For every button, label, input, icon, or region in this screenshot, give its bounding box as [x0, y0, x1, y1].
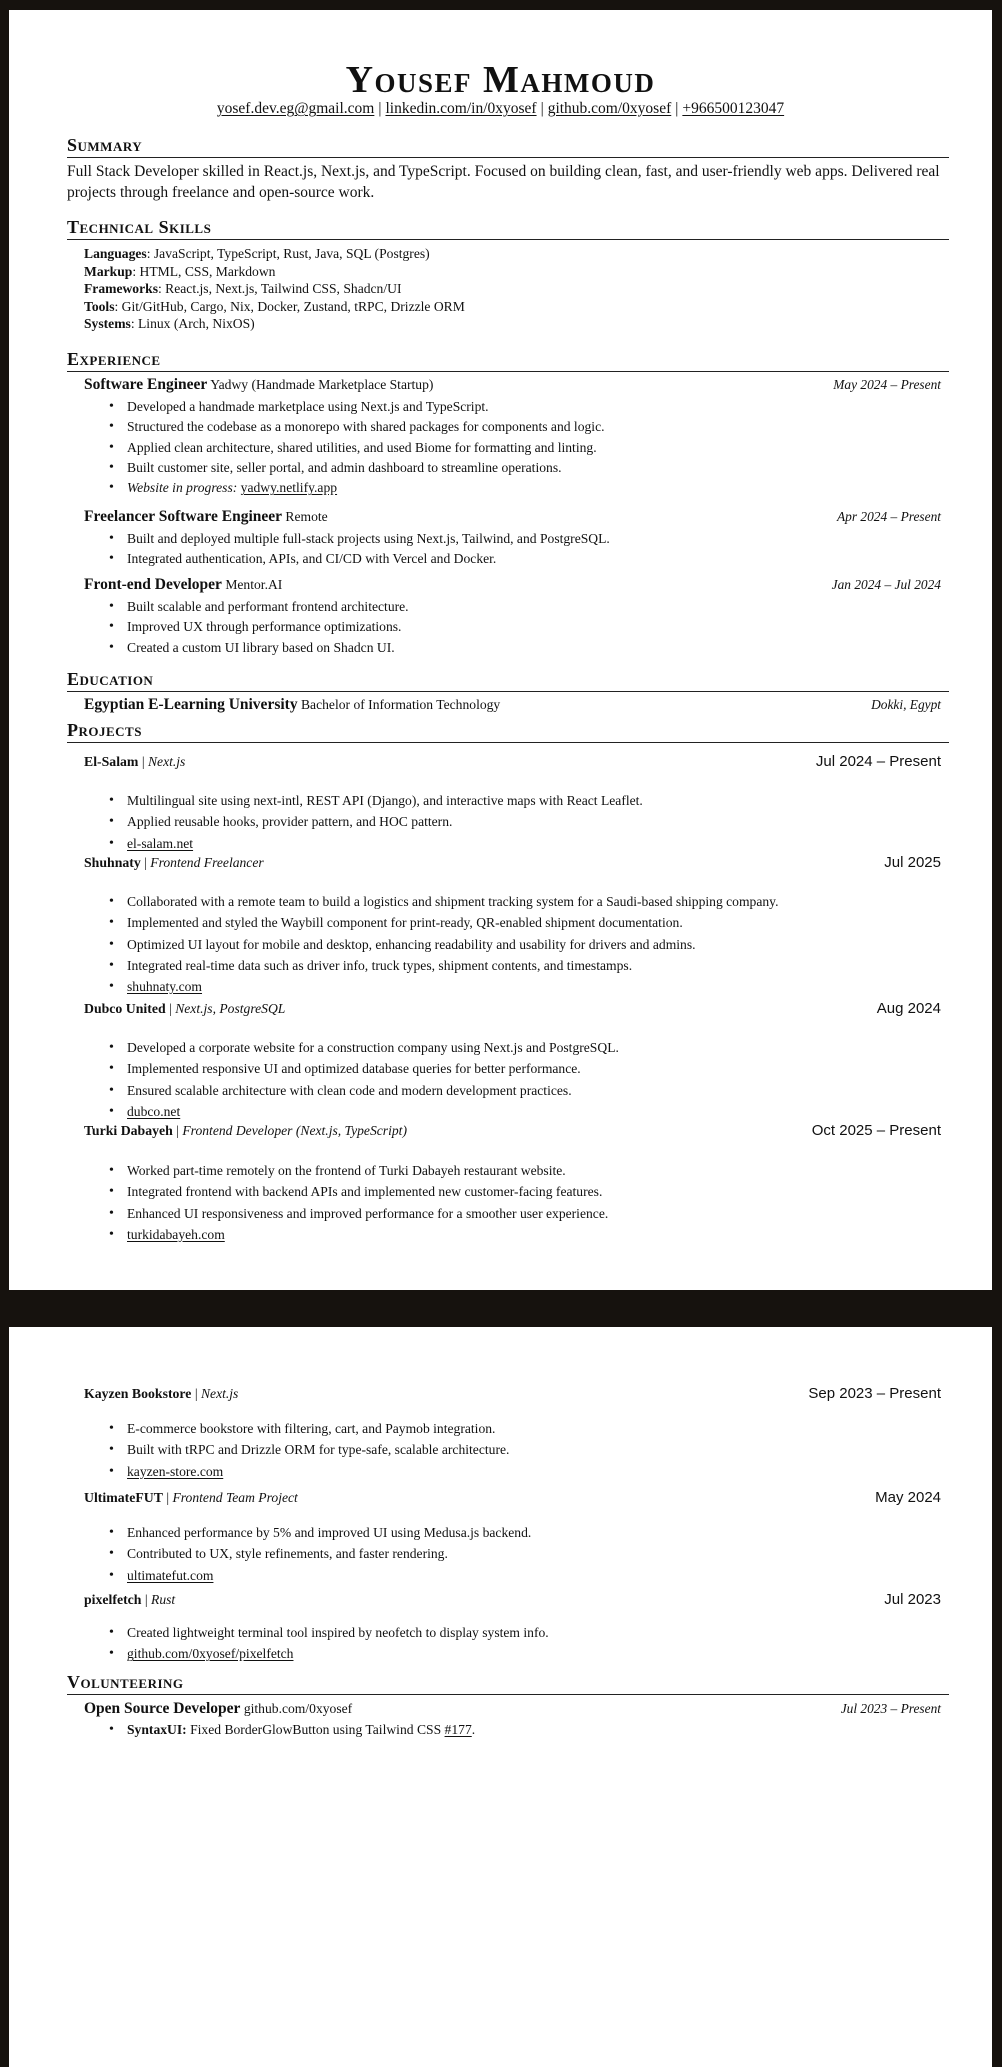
project-link[interactable]: ultimatefut.com	[127, 1567, 214, 1583]
progress-label: Website in progress:	[127, 480, 238, 496]
list-item: • Built customer site, seller portal, and admin dashboard to streamline operations.	[109, 458, 949, 478]
contact-line	[9, 100, 992, 118]
list-item	[109, 1643, 949, 1664]
section-title-volunteering: Volunteering	[67, 1673, 949, 1695]
list-item: • Enhanced performance by 5% and improved UI using Medusa.js backend.	[109, 1522, 949, 1543]
list-item: • Implemented responsive UI and optimized database queries for better performance.	[109, 1058, 949, 1079]
project-name: Turki Dabayeh	[84, 1123, 173, 1138]
project-name: pixelfetch	[84, 1592, 142, 1607]
project-tech: Frontend Freelancer	[150, 855, 264, 870]
skill-value: : Git/GitHub, Cargo, Nix, Docker, Zustand, tRPC, Drizzle ORM	[114, 298, 465, 314]
skill-row	[84, 263, 934, 281]
project-header: pixelfetch | Rust Jul 2023	[84, 1591, 941, 1608]
list-item: • Created a custom UI library based on Shadcn UI.	[109, 638, 949, 658]
skill-label: Systems	[84, 316, 131, 331]
school-name: Egyptian E-Learning University	[84, 696, 298, 713]
list-item: • Optimized UI layout for mobile and desktop, enhancing readability and usability for drivers and admins.	[109, 934, 949, 955]
section-title-experience: Experience	[67, 350, 949, 372]
list-item: • Integrated authentication, APIs, and CI/CD with Vercel and Docker.	[109, 549, 949, 569]
project-header: Dubco United | Next.js, PostgreSQL Aug 2024	[84, 1000, 941, 1017]
job-header	[84, 576, 941, 594]
project-name: Dubco United	[84, 1001, 166, 1016]
project-header: Kayzen Bookstore | Next.js Sep 2023 – Present	[84, 1385, 941, 1402]
skill-label: Tools	[84, 298, 115, 314]
list-item	[109, 1101, 949, 1122]
phone-link[interactable]: +966500123047	[682, 100, 785, 117]
project-tech: Next.js, PostgreSQL	[175, 1001, 286, 1016]
email-link[interactable]: yosef.dev.eg@gmail.com	[216, 100, 375, 117]
list-item	[109, 1224, 949, 1245]
summary-text: Full Stack Developer skilled in React.js, Next.js, and TypeScript. Focused on building clean, fast, and user-friendly web apps. Delivered real projects through freelance and open-source work.	[67, 163, 940, 201]
list-item: • Ensured scalable architecture with clean code and modern development practices.	[109, 1080, 949, 1101]
degree: Bachelor of Information Technology	[300, 697, 501, 712]
skill-label: Languages	[84, 246, 147, 261]
list-item: • Implemented and styled the Waybill component for print-ready, QR-enabled shipment documentation.	[109, 912, 949, 933]
project-date: Jul 2023	[884, 1591, 941, 1608]
github-link[interactable]: github.com/0xyosef	[547, 100, 672, 117]
project-bullets	[109, 1418, 949, 1482]
list-item	[109, 478, 949, 498]
project-header: Turki Dabayeh | Frontend Developer (Next.js, TypeScript) Oct 2025 – Present	[84, 1122, 941, 1139]
project-bullets	[109, 790, 949, 854]
resume-page-2	[9, 1327, 992, 2067]
job-company: Mentor.AI	[225, 577, 283, 592]
project-date: Aug 2024	[876, 1000, 941, 1017]
project-date: Oct 2025 – Present	[811, 1122, 941, 1139]
project-link[interactable]: dubco.net	[127, 1103, 181, 1119]
list-item: • Integrated frontend with backend APIs and implemented new customer-facing features.	[109, 1181, 949, 1202]
pull-request-link[interactable]: #177	[444, 1722, 472, 1737]
sentence-end: .	[471, 1722, 476, 1737]
skill-row	[84, 280, 934, 298]
job-header	[84, 376, 941, 394]
list-item: • Worked part-time remotely on the frontend of Turki Dabayeh restaurant website.	[109, 1160, 949, 1181]
project-date: Jul 2025	[884, 854, 941, 871]
skill-value: : HTML, CSS, Markdown	[132, 263, 276, 279]
list-item: • Enhanced UI responsiveness and improved performance for a smoother user experience.	[109, 1203, 949, 1224]
project-date: Sep 2023 – Present	[808, 1385, 941, 1402]
skill-value: : React.js, Next.js, Tailwind CSS, Shadcn/UI	[158, 281, 402, 296]
project-header: Shuhnaty | Frontend Freelancer Jul 2025	[84, 854, 941, 871]
project-name: Shuhnaty	[84, 855, 141, 870]
job-company: Yadwy (Handmade Marketplace Startup)	[210, 377, 434, 392]
project-link[interactable]: shuhnaty.com	[127, 979, 203, 995]
skill-row	[84, 298, 934, 316]
contact-separator: |	[675, 100, 679, 117]
job-role: Software Engineer	[84, 376, 208, 393]
project-bullets	[109, 891, 949, 997]
project-date: May 2024	[875, 1489, 941, 1506]
volunteer-project-label: SyntaxUI:	[127, 1722, 187, 1737]
contact-separator: |	[378, 100, 382, 117]
job-header	[84, 508, 941, 526]
project-date: Jul 2024 – Present	[815, 753, 941, 770]
project-header: UltimateFUT | Frontend Team Project May 2024	[84, 1489, 941, 1506]
volunteer-bullet-text: Fixed BorderGlowButton using Tailwind CSS	[190, 1722, 442, 1737]
volunteer-org: github.com/0xyosef	[243, 1701, 353, 1716]
list-item: • E-commerce bookstore with filtering, cart, and Paymob integration.	[109, 1418, 949, 1439]
project-tech: Next.js	[147, 754, 186, 769]
list-item: • Created lightweight terminal tool inspired by neofetch to display system info.	[109, 1622, 949, 1643]
job-date: Jan 2024 – Jul 2024	[831, 577, 941, 592]
candidate-name: Yousef Mahmoud	[345, 59, 656, 101]
list-item: • Built and deployed multiple full-stack projects using Next.js, Tailwind, and PostgreSQL.	[109, 529, 949, 549]
project-tech: Frontend Developer (Next.js, TypeScript)	[182, 1123, 407, 1138]
skill-label: Frameworks	[84, 281, 158, 296]
yadwy-link[interactable]: yadwy.netlify.app	[240, 480, 338, 496]
section-title-skills: Technical Skills	[67, 218, 949, 240]
education-location: Dokki, Egypt	[871, 697, 941, 712]
project-name: El-Salam	[84, 754, 139, 769]
skill-value: : JavaScript, TypeScript, Rust, Java, SQL (Postgres)	[146, 246, 430, 261]
contact-separator: |	[540, 100, 544, 117]
skill-label: Markup	[84, 263, 133, 279]
list-item: • Developed a corporate website for a construction company using Next.js and PostgreSQL.	[109, 1037, 949, 1058]
section-title-education: Education	[67, 670, 949, 692]
list-item: • Collaborated with a remote team to build a logistics and shipment tracking system for a Saudi-based shipping company.	[109, 891, 949, 912]
section-title-projects: Projects	[67, 721, 949, 743]
project-tech: Frontend Team Project	[172, 1490, 298, 1505]
list-item	[109, 976, 949, 997]
project-name: UltimateFUT	[84, 1490, 163, 1505]
list-item	[109, 1565, 949, 1586]
project-link[interactable]: kayzen-store.com	[127, 1463, 224, 1479]
job-bullets	[109, 529, 949, 570]
volunteer-header	[84, 1700, 941, 1718]
list-item: • Structured the codebase as a monorepo with shared packages for components and logic.	[109, 417, 949, 437]
section-title-summary: Summary	[67, 136, 949, 158]
project-link[interactable]: github.com/0xyosef/pixelfetch	[127, 1646, 294, 1662]
list-item	[109, 1720, 949, 1740]
project-bullets	[109, 1622, 949, 1665]
project-tech: Next.js	[200, 1386, 239, 1401]
job-role: Freelancer Software Engineer	[84, 508, 283, 525]
list-item: • Improved UX through performance optimizations.	[109, 617, 949, 637]
job-role: Front-end Developer	[84, 576, 222, 593]
resume-page-1	[9, 10, 992, 1290]
volunteer-role: Open Source Developer	[84, 1700, 241, 1717]
job-bullets	[109, 397, 949, 498]
project-link[interactable]: el-salam.net	[127, 835, 194, 851]
skill-row	[84, 315, 934, 333]
job-bullets	[109, 597, 949, 658]
list-item: • Built with tRPC and Drizzle ORM for type-safe, scalable architecture.	[109, 1439, 949, 1460]
skill-row	[84, 245, 934, 263]
job-date: May 2024 – Present	[833, 377, 941, 392]
project-name: Kayzen Bookstore	[84, 1386, 192, 1401]
list-item: • Built scalable and performant frontend architecture.	[109, 597, 949, 617]
project-tech: Rust	[151, 1592, 176, 1607]
linkedin-link[interactable]: linkedin.com/in/0xyosef	[385, 100, 537, 117]
project-bullets	[109, 1037, 949, 1122]
volunteer-date: Jul 2023 – Present	[840, 1701, 941, 1716]
list-item: • Applied clean architecture, shared utilities, and used Biome for formatting and linting.	[109, 438, 949, 458]
skills-list	[84, 245, 934, 333]
list-item: • Multilingual site using next-intl, REST API (Django), and interactive maps with React Leaflet.	[109, 790, 949, 811]
project-link[interactable]: turkidabayeh.com	[127, 1226, 225, 1242]
project-bullets	[109, 1160, 949, 1245]
list-item: • Developed a handmade marketplace using Next.js and TypeScript.	[109, 397, 949, 417]
list-item	[109, 833, 949, 854]
job-company: Remote	[285, 509, 328, 524]
skill-value: : Linux (Arch, NixOS)	[130, 316, 255, 331]
list-item	[109, 1461, 949, 1482]
education-header	[84, 696, 941, 714]
list-item: • Applied reusable hooks, provider pattern, and HOC pattern.	[109, 811, 949, 832]
project-header: El-Salam | Next.js Jul 2024 – Present	[84, 753, 941, 770]
list-item: • Contributed to UX, style refinements, and faster rendering.	[109, 1543, 949, 1564]
job-date: Apr 2024 – Present	[836, 509, 941, 524]
list-item: • Integrated real-time data such as driver info, truck types, shipment contents, and timestamps.	[109, 955, 949, 976]
project-bullets	[109, 1522, 949, 1586]
volunteer-bullets	[109, 1720, 949, 1740]
